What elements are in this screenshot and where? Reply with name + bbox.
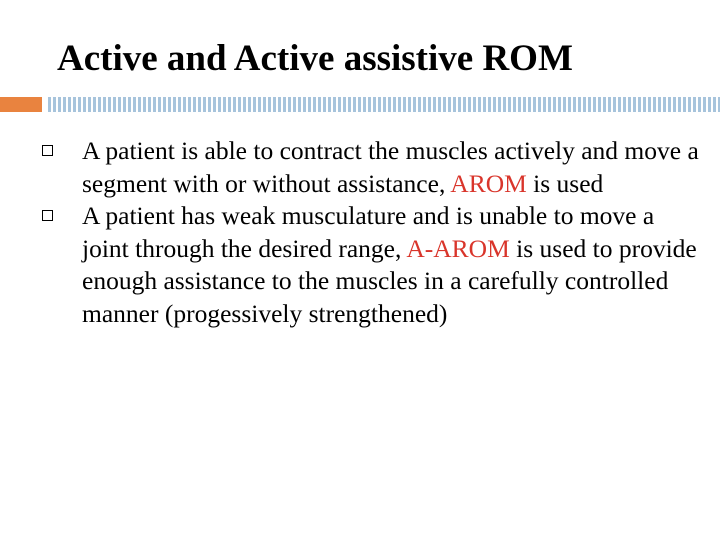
orange-accent-bar xyxy=(0,97,42,112)
bullet-text: A patient has weak musculature and is unable to move a joint through the desired range, xyxy=(82,201,655,263)
bullet-text: A patient is able to contract the muscles actively and move a segment with or without assistance, xyxy=(82,136,699,198)
bullet-text-end: is used to provide enough assistance to the muscles in a carefully controlled manner (progessively strengthened) xyxy=(82,233,697,328)
bullet-item-arom xyxy=(38,135,700,200)
bullet-item-a-arom xyxy=(38,200,700,330)
slide-title: Active and Active assistive ROM xyxy=(57,38,573,79)
bullet-text-end: is used xyxy=(526,168,604,198)
hollow-square-bullet-icon xyxy=(42,210,53,221)
bullet-list xyxy=(38,135,700,330)
hollow-square-bullet-icon xyxy=(42,145,53,156)
highlight-term-arom: AROM xyxy=(450,168,527,198)
striped-divider-bar xyxy=(48,97,720,112)
highlight-term-a-arom: A-AROM xyxy=(406,233,510,263)
